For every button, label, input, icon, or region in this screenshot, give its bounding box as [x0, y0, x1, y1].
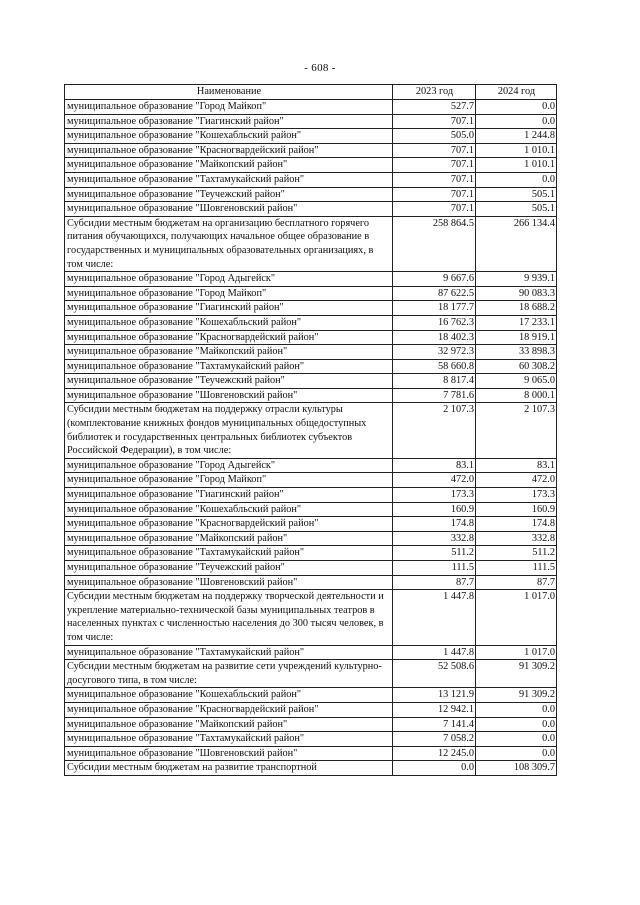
row-name: муниципальное образование "Тахтамукайский район" — [65, 732, 393, 747]
row-value-2024: 0.0 — [476, 114, 557, 129]
row-name: муниципальное образование "Теучежский район" — [65, 187, 393, 202]
row-value-2023: 83.1 — [393, 458, 476, 473]
row-name: муниципальное образование "Тахтамукайский район" — [65, 359, 393, 374]
row-value-2024: 1 244.8 — [476, 129, 557, 144]
table-row — [65, 403, 557, 458]
row-value-2024: 0.0 — [476, 100, 557, 115]
table-row — [65, 187, 557, 202]
table-row — [65, 473, 557, 488]
row-value-2023: 707.1 — [393, 114, 476, 129]
header-name: Наименование — [65, 85, 393, 100]
table-row — [65, 488, 557, 503]
row-name: муниципальное образование "Тахтамукайский район" — [65, 645, 393, 660]
row-name: муниципальное образование "Шовгеновский район" — [65, 575, 393, 590]
row-value-2023: 18 402.3 — [393, 330, 476, 345]
row-value-2024: 9 939.1 — [476, 272, 557, 287]
row-value-2023: 527.7 — [393, 100, 476, 115]
row-value-2024: 0.0 — [476, 702, 557, 717]
row-name: муниципальное образование "Красногвардейский район" — [65, 330, 393, 345]
row-value-2023: 332.8 — [393, 531, 476, 546]
row-name: Субсидии местным бюджетам на развитие сети учреждений культурно-досугового типа, в том числе: — [65, 660, 393, 688]
table-row — [65, 645, 557, 660]
table-row — [65, 301, 557, 316]
row-value-2024: 1 017.0 — [476, 590, 557, 645]
table-row — [65, 761, 557, 776]
row-value-2023: 707.1 — [393, 187, 476, 202]
row-value-2024: 91 309.2 — [476, 660, 557, 688]
table-row — [65, 216, 557, 271]
table-row — [65, 575, 557, 590]
row-value-2024: 505.1 — [476, 187, 557, 202]
row-name: муниципальное образование "Майкопский район" — [65, 531, 393, 546]
row-value-2024: 0.0 — [476, 172, 557, 187]
row-value-2024: 2 107.3 — [476, 403, 557, 458]
row-value-2023: 707.1 — [393, 158, 476, 173]
table-row — [65, 315, 557, 330]
page-number: - 608 - — [304, 62, 336, 74]
row-name: муниципальное образование "Теучежский район" — [65, 374, 393, 389]
row-value-2024: 0.0 — [476, 732, 557, 747]
row-name: муниципальное образование "Красногвардейский район" — [65, 517, 393, 532]
row-value-2023: 9 667.6 — [393, 272, 476, 287]
row-value-2023: 1 447.8 — [393, 645, 476, 660]
table-row — [65, 546, 557, 561]
row-value-2023: 707.1 — [393, 172, 476, 187]
row-value-2023: 12 942.1 — [393, 702, 476, 717]
row-name: муниципальное образование "Тахтамукайский район" — [65, 172, 393, 187]
row-value-2023: 87 622.5 — [393, 286, 476, 301]
table-row — [65, 531, 557, 546]
table-row — [65, 688, 557, 703]
row-value-2023: 174.8 — [393, 517, 476, 532]
table-row — [65, 746, 557, 761]
table-row — [65, 732, 557, 747]
row-name: Субсидии местным бюджетам на поддержку отрасли культуры (комплектование книжных фондов муниципальных общедоступных библиотек и государственных центральных библиотек субъектов Российской Федерации), в том числе: — [65, 403, 393, 458]
table-row — [65, 590, 557, 645]
row-value-2023: 7 058.2 — [393, 732, 476, 747]
row-name: муниципальное образование "Кошехабльский район" — [65, 502, 393, 517]
row-name: муниципальное образование "Шовгеновский район" — [65, 746, 393, 761]
table-body — [65, 100, 557, 776]
table-row — [65, 702, 557, 717]
row-name: муниципальное образование "Кошехабльский район" — [65, 315, 393, 330]
row-value-2024: 0.0 — [476, 746, 557, 761]
row-name: муниципальное образование "Кошехабльский район" — [65, 688, 393, 703]
row-value-2024: 266 134.4 — [476, 216, 557, 271]
table-row — [65, 502, 557, 517]
row-value-2024: 160.9 — [476, 502, 557, 517]
budget-table — [64, 84, 557, 776]
row-value-2024: 511.2 — [476, 546, 557, 561]
row-value-2023: 511.2 — [393, 546, 476, 561]
row-value-2024: 111.5 — [476, 561, 557, 576]
row-value-2023: 7 781.6 — [393, 388, 476, 403]
row-name: муниципальное образование "Город Майкоп" — [65, 100, 393, 115]
row-value-2023: 0.0 — [393, 761, 476, 776]
row-name: муниципальное образование "Красногвардейский район" — [65, 702, 393, 717]
row-name: муниципальное образование "Красногвардейский район" — [65, 143, 393, 158]
row-value-2024: 332.8 — [476, 531, 557, 546]
row-name: Субсидии местным бюджетам на развитие транспортной — [65, 761, 393, 776]
row-value-2024: 108 309.7 — [476, 761, 557, 776]
row-value-2023: 1 447.8 — [393, 590, 476, 645]
row-name: муниципальное образование "Город Адыгейск" — [65, 272, 393, 287]
table-row — [65, 158, 557, 173]
table-row — [65, 561, 557, 576]
table-row — [65, 359, 557, 374]
row-name: муниципальное образование "Тахтамукайский район" — [65, 546, 393, 561]
table-row — [65, 100, 557, 115]
row-value-2023: 52 508.6 — [393, 660, 476, 688]
table-row — [65, 717, 557, 732]
row-value-2024: 9 065.0 — [476, 374, 557, 389]
row-value-2023: 18 177.7 — [393, 301, 476, 316]
row-name: муниципальное образование "Шовгеновский район" — [65, 388, 393, 403]
row-value-2024: 505.1 — [476, 202, 557, 217]
row-value-2024: 83.1 — [476, 458, 557, 473]
row-value-2023: 7 141.4 — [393, 717, 476, 732]
row-name: муниципальное образование "Гиагинский район" — [65, 488, 393, 503]
row-value-2023: 111.5 — [393, 561, 476, 576]
table-header-row — [65, 85, 557, 100]
row-value-2023: 8 817.4 — [393, 374, 476, 389]
row-value-2024: 1 010.1 — [476, 158, 557, 173]
row-value-2024: 18 688.2 — [476, 301, 557, 316]
row-name: муниципальное образование "Город Майкоп" — [65, 473, 393, 488]
row-value-2023: 12 245.0 — [393, 746, 476, 761]
table-row — [65, 143, 557, 158]
row-name: муниципальное образование "Майкопский район" — [65, 345, 393, 360]
row-value-2024: 87.7 — [476, 575, 557, 590]
row-value-2024: 17 233.1 — [476, 315, 557, 330]
table-row — [65, 330, 557, 345]
row-name: муниципальное образование "Теучежский район" — [65, 561, 393, 576]
row-name: Субсидии местным бюджетам на организацию бесплатного горячего питания обучающихся, получающих начальное общее образование в государственных и муниципальных образовательных организациях, в том числе: — [65, 216, 393, 271]
row-value-2024: 18 919.1 — [476, 330, 557, 345]
row-value-2024: 91 309.2 — [476, 688, 557, 703]
table-row — [65, 345, 557, 360]
row-value-2023: 505.0 — [393, 129, 476, 144]
table-row — [65, 114, 557, 129]
header-year-2023: 2023 год — [393, 85, 476, 100]
row-name: муниципальное образование "Кошехабльский район" — [65, 129, 393, 144]
table-row — [65, 660, 557, 688]
row-name: муниципальное образование "Гиагинский район" — [65, 114, 393, 129]
row-name: муниципальное образование "Майкопский район" — [65, 717, 393, 732]
table-row — [65, 129, 557, 144]
row-value-2024: 472.0 — [476, 473, 557, 488]
row-value-2023: 258 864.5 — [393, 216, 476, 271]
table-row — [65, 202, 557, 217]
row-name: муниципальное образование "Город Майкоп" — [65, 286, 393, 301]
row-name: муниципальное образование "Город Адыгейск" — [65, 458, 393, 473]
row-value-2024: 90 083.3 — [476, 286, 557, 301]
table-row — [65, 388, 557, 403]
row-name: муниципальное образование "Шовгеновский район" — [65, 202, 393, 217]
row-value-2023: 707.1 — [393, 202, 476, 217]
row-value-2024: 8 000.1 — [476, 388, 557, 403]
row-name: муниципальное образование "Гиагинский район" — [65, 301, 393, 316]
row-value-2023: 58 660.8 — [393, 359, 476, 374]
table-row — [65, 517, 557, 532]
row-value-2024: 1 017.0 — [476, 645, 557, 660]
row-value-2023: 472.0 — [393, 473, 476, 488]
table-row — [65, 172, 557, 187]
row-value-2023: 87.7 — [393, 575, 476, 590]
row-value-2024: 174.8 — [476, 517, 557, 532]
table-row — [65, 458, 557, 473]
row-value-2024: 173.3 — [476, 488, 557, 503]
header-year-2024: 2024 год — [476, 85, 557, 100]
row-value-2023: 707.1 — [393, 143, 476, 158]
row-value-2023: 32 972.3 — [393, 345, 476, 360]
row-name: Субсидии местным бюджетам на поддержку творческой деятельности и укрепление материально-технической базы муниципальных театров в населенных пунктах с численностью населения до 300 тысяч человек, в том числе: — [65, 590, 393, 645]
table-row — [65, 374, 557, 389]
row-value-2023: 2 107.3 — [393, 403, 476, 458]
row-value-2024: 60 308.2 — [476, 359, 557, 374]
table-row — [65, 286, 557, 301]
row-name: муниципальное образование "Майкопский район" — [65, 158, 393, 173]
row-value-2024: 1 010.1 — [476, 143, 557, 158]
row-value-2023: 16 762.3 — [393, 315, 476, 330]
table-row — [65, 272, 557, 287]
row-value-2024: 33 898.3 — [476, 345, 557, 360]
row-value-2024: 0.0 — [476, 717, 557, 732]
row-value-2023: 173.3 — [393, 488, 476, 503]
row-value-2023: 160.9 — [393, 502, 476, 517]
row-value-2023: 13 121.9 — [393, 688, 476, 703]
